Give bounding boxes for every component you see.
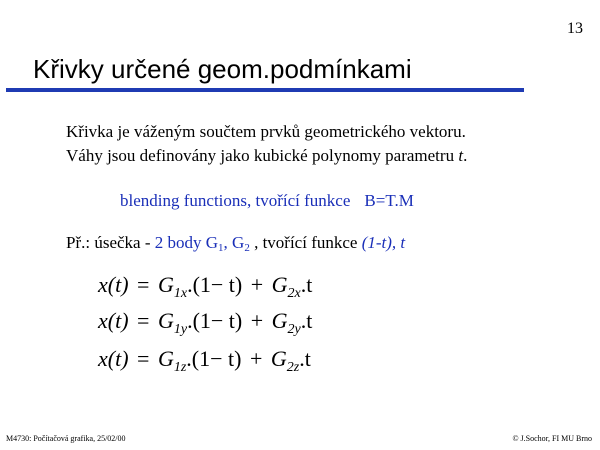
formula-plus: + [250, 308, 264, 333]
formula-g2-subscript: 2y [287, 322, 301, 337]
formula-weight-2: .t [300, 308, 313, 333]
footer-copyright: © J.Sochor, FI MU Brno [512, 434, 592, 443]
slide-title: Křivky určené geom.podmínkami [33, 54, 412, 84]
formula-g1-subscript: 1y [173, 322, 188, 337]
footer-course: M4730: Počítačová grafika, 25/02/00 [6, 434, 126, 443]
formula-z [98, 346, 311, 375]
formula-g1-subscript: 1x [173, 286, 188, 301]
formula-weight-1: .(1− t) [186, 346, 242, 371]
example-points [155, 233, 250, 252]
example-sub-2: 2 [244, 242, 250, 254]
title-underline [6, 88, 524, 92]
formula-weight-1: .(1− t) [187, 272, 243, 297]
formula-g2-subscript: 2x [287, 286, 301, 301]
formula-g2: G [271, 272, 288, 297]
formula-lhs: x(t) [98, 346, 129, 371]
formula-equals: = [137, 346, 150, 371]
parameter-t: t [458, 146, 464, 165]
formula-g1: G [157, 308, 174, 333]
page-number: 13 [567, 20, 583, 37]
formula-g2-subscript: 2z [286, 360, 300, 375]
formula-g1: G [157, 346, 174, 371]
formula-equals: = [137, 308, 150, 333]
formula-y [98, 308, 313, 337]
intro-paragraph [66, 120, 467, 168]
formula-lhs: x(t) [98, 272, 129, 297]
intro-line-2-period: . [463, 146, 468, 165]
example-functions: (1-t), t [361, 233, 406, 252]
formula-x [98, 272, 313, 301]
formula-g2: G [271, 308, 288, 333]
formula-weight-1: .(1− t) [187, 308, 243, 333]
formula-g1-subscript: 1z [173, 360, 187, 375]
formula-lhs: x(t) [98, 308, 129, 333]
example-points-text: 2 body G [154, 233, 219, 252]
formula-equals: = [137, 272, 150, 297]
formula-g1: G [157, 272, 174, 297]
example-suffix: , tvořící funkce [249, 233, 362, 252]
formula-weight-2: .t [300, 272, 313, 297]
intro-line-2 [66, 144, 467, 168]
formula-g2: G [270, 346, 287, 371]
formula-plus: + [249, 346, 263, 371]
example-sub-1: 1 [218, 242, 224, 254]
example-line [66, 232, 405, 254]
example-prefix: Př.: úsečka - [66, 233, 155, 252]
blending-functions-line [120, 190, 414, 212]
formula-weight-2: .t [299, 346, 311, 371]
intro-line-2-text: Váhy jsou definovány jako kubické polynomy parametru [66, 146, 459, 165]
blending-functions-text: blending functions, tvořící funkce [120, 191, 351, 210]
formula-plus: + [250, 272, 264, 297]
blending-formula: B=T.M [364, 191, 414, 210]
example-sep: , G [223, 233, 245, 252]
intro-line-1: Křivka je váženým součtem prvků geometrického vektoru. [66, 122, 466, 141]
